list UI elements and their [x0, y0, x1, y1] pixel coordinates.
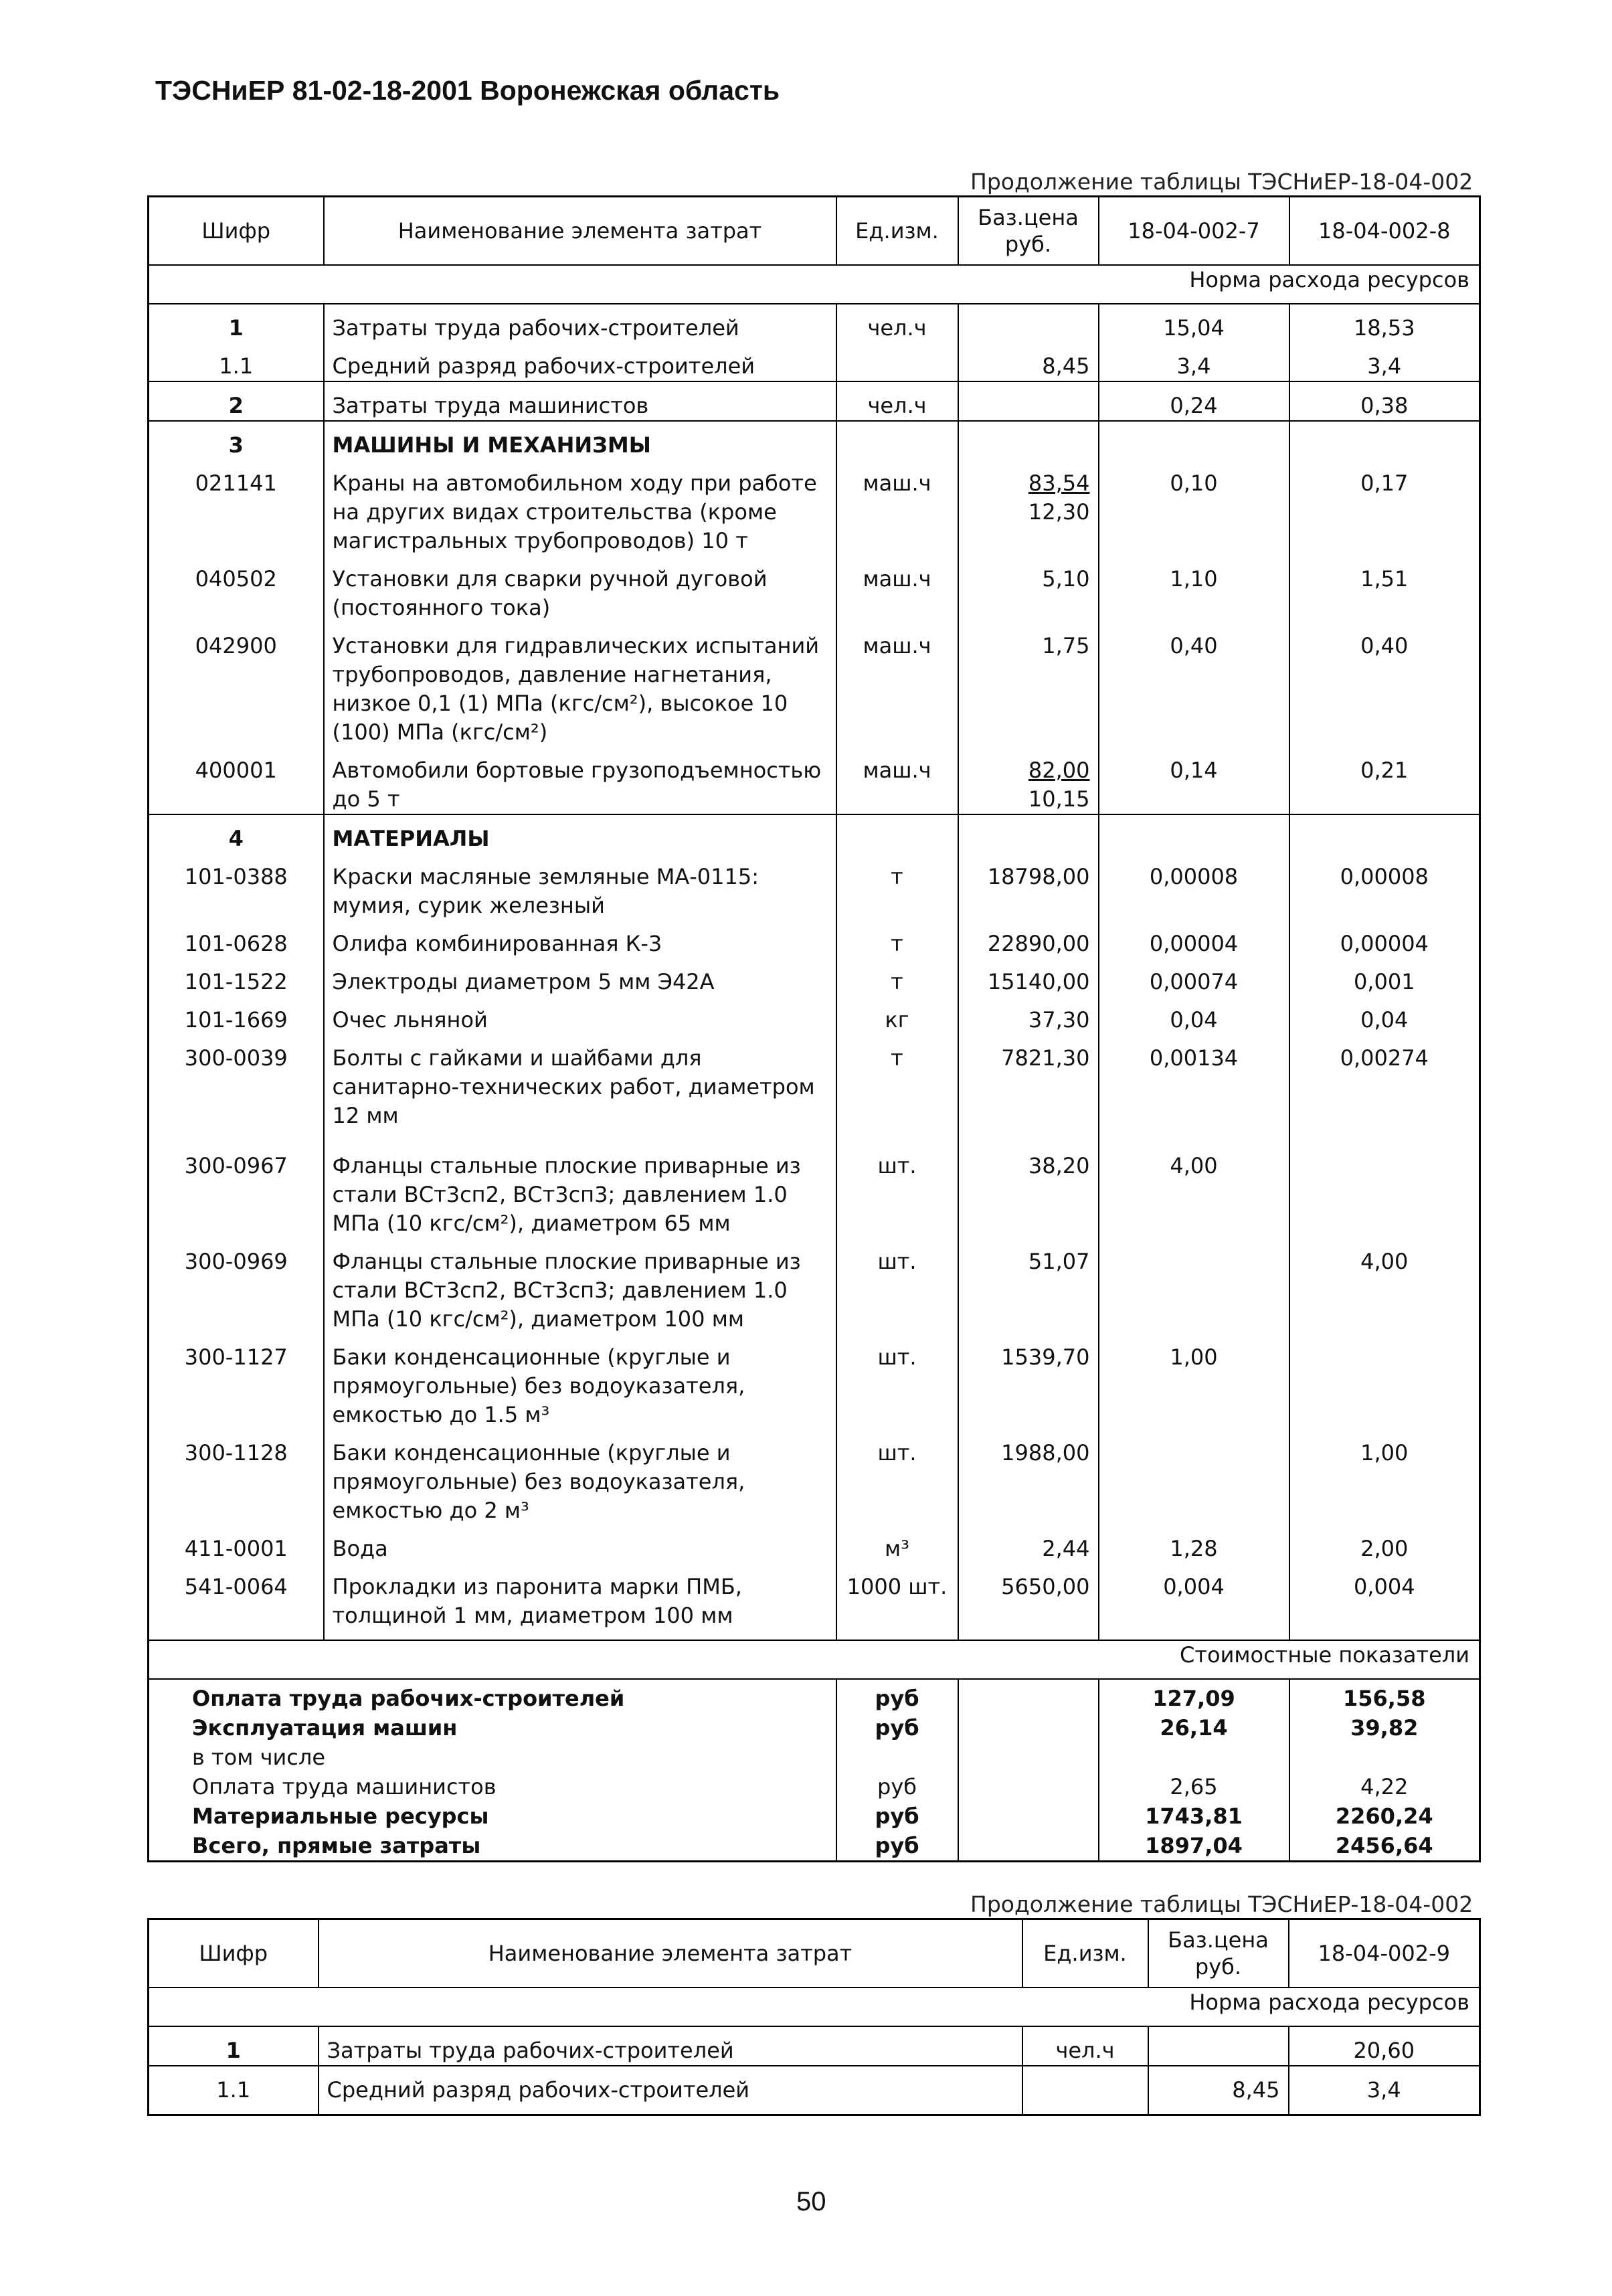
row-norm-value: 0,24 [1099, 381, 1289, 421]
row-norm-value: 0,001 [1353, 968, 1415, 994]
row-name: Вода [324, 1525, 836, 1563]
row-name: Болты с гайками и шайбами для санитарно-технических работ, диаметром 12 мм [324, 1035, 836, 1130]
row-name: Олифа комбинированная К-3 [324, 920, 836, 958]
row-norm-value: 0,00004 [1340, 930, 1429, 956]
row-unit: т [836, 853, 958, 920]
table-row [149, 2026, 1480, 2066]
row-price [958, 381, 1099, 421]
row-price [958, 421, 1099, 460]
row-norm-value [1099, 814, 1289, 853]
row-code: 101-1669 [149, 996, 324, 1035]
cost-label: Материальные ресурсы [149, 1801, 836, 1831]
cost-unit: руб [836, 1713, 958, 1743]
row-unit: шт. [836, 1238, 958, 1334]
row-unit: чел.ч [836, 304, 958, 343]
row-norm-value [1289, 421, 1480, 460]
row-norm-value: 0,40 [1360, 632, 1409, 658]
row-norm-value: 1,51 [1360, 565, 1409, 592]
row-code: 101-0628 [149, 920, 324, 958]
page-title: ТЭСНиЕР 81-02-18-2001 Воронежская область [155, 75, 780, 106]
row-price: 38,20 [958, 1130, 1099, 1238]
row-price [958, 304, 1099, 343]
row-price: 18798,00 [958, 853, 1099, 920]
row-code: 300-0039 [149, 1035, 324, 1130]
row-name: Прокладки из паронита марки ПМБ, толщиной 1 мм, диаметром 100 мм [324, 1563, 836, 1640]
row-price: 7821,30 [958, 1035, 1099, 1130]
row-name: МАШИНЫ И МЕХАНИЗМЫ [324, 421, 836, 460]
row-norm-value: 4,00 [1360, 1248, 1409, 1274]
cost-row [149, 1713, 1480, 1743]
table-row [149, 920, 1480, 958]
row-norm-value: 0,00008 [1340, 863, 1429, 889]
row-code: 040502 [149, 555, 324, 622]
row-norm-value: 0,21 [1360, 757, 1409, 783]
cost-empty [958, 1743, 1099, 1772]
row-unit [1022, 2066, 1148, 2115]
table-row [149, 555, 1480, 622]
col-header-price: Баз.цена руб. [1148, 1919, 1289, 1988]
row-norm-value: 0,10 [1099, 460, 1289, 555]
cost-row [149, 1743, 1480, 1772]
row-name: Установки для гидравлических испытаний трубопроводов, давление нагнетания, низкое 0,1 (1) МПа (кгс/см²), высокое 10 (100) МПа (кгс/см²) [324, 622, 836, 747]
row-norm-value: 20,60 [1289, 2026, 1480, 2066]
row-unit: т [836, 958, 958, 996]
row-name: Затраты труда рабочих-строителей [319, 2026, 1022, 2066]
row-name: Фланцы стальные плоские приварные из стали ВСт3сп2, ВСт3сп3; давлением 1.0 МПа (10 кгс/см²), диаметром 100 мм [324, 1238, 836, 1334]
row-unit: шт. [836, 1334, 958, 1429]
row-name: Средний разряд рабочих-строителей [319, 2066, 1022, 2115]
row-norm-value: 0,17 [1360, 470, 1409, 496]
table-row [149, 460, 1480, 555]
cost-empty [958, 1831, 1099, 1862]
row-name: Краски масляные земляные МА-0115: мумия, сурик железный [324, 853, 836, 920]
cost-unit [836, 1743, 958, 1772]
row-price [958, 747, 1099, 814]
row-code: 2 [149, 381, 324, 421]
row-code: 1.1 [149, 2066, 319, 2115]
col-header-name: Наименование элемента затрат [319, 1919, 1022, 1988]
norm-label: Норма расхода ресурсов [149, 265, 1480, 304]
cost-row [149, 1831, 1480, 1862]
row-unit: маш.ч [836, 747, 958, 814]
row-unit: м³ [836, 1525, 958, 1563]
row-code: 4 [149, 814, 324, 853]
cost-label: Эксплуатация машин [149, 1713, 836, 1743]
cost-label: Всего, прямые затраты [149, 1831, 836, 1862]
table-row [149, 996, 1480, 1035]
table-row [149, 747, 1480, 814]
table-row [149, 381, 1480, 421]
row-norm-value: 0,04 [1360, 1006, 1409, 1033]
row-norm-value [1289, 1334, 1480, 1429]
cost-label: в том числе [149, 1743, 836, 1772]
row-price: 5650,00 [958, 1563, 1099, 1640]
row-norm-value: 0,004 [1353, 1573, 1415, 1599]
row-price [958, 814, 1099, 853]
row-price: 1539,70 [958, 1334, 1099, 1429]
table-row [149, 1035, 1480, 1130]
col-header-norm-9: 18-04-002-9 [1289, 1919, 1480, 1988]
row-price: 2,44 [958, 1525, 1099, 1563]
row-price: 8,45 [1148, 2066, 1289, 2115]
row-norm-value [1289, 814, 1480, 853]
price-main: 83,54 [1028, 470, 1090, 496]
table-row [149, 1563, 1480, 1640]
col-header-code: Шифр [149, 1919, 319, 1988]
row-code: 300-0969 [149, 1238, 324, 1334]
cost-empty [958, 1801, 1099, 1831]
row-norm-value: 0,38 [1289, 381, 1480, 421]
row-code: 1 [149, 304, 324, 343]
col-header-price: Баз.цена руб. [958, 197, 1099, 265]
cost-value: 4,22 [1360, 1773, 1409, 1799]
table-row [149, 1525, 1480, 1563]
cost-value: 26,14 [1099, 1713, 1289, 1743]
page-number: 50 [796, 2187, 826, 2216]
row-name: Установки для сварки ручной дуговой (постоянного тока) [324, 555, 836, 622]
row-norm-value: 0,00004 [1099, 920, 1289, 958]
price-main: 82,00 [1028, 757, 1090, 783]
table-row [149, 304, 1480, 343]
cost-value: 39,82 [1350, 1714, 1419, 1741]
row-name: Автомобили бортовые грузоподъемностью до 5 т [324, 747, 836, 814]
row-code: 541-0064 [149, 1563, 324, 1640]
col-header-unit: Ед.изм. [836, 197, 958, 265]
resource-table-2 [147, 1918, 1481, 2116]
table-row [149, 2066, 1480, 2115]
table-row [149, 343, 1480, 381]
row-code: 101-1522 [149, 958, 324, 996]
row-name: Фланцы стальные плоские приварные из стали ВСт3сп2, ВСт3сп3; давлением 1.0 МПа (10 кгс/см²), диаметром 65 мм [324, 1130, 836, 1238]
cost-empty [958, 1713, 1099, 1743]
row-unit [836, 343, 958, 381]
row-unit: маш.ч [836, 622, 958, 747]
row-price: 51,07 [958, 1238, 1099, 1334]
row-unit [836, 421, 958, 460]
row-code: 042900 [149, 622, 324, 747]
cost-value: 2,65 [1099, 1772, 1289, 1801]
row-price: 8,45 [958, 343, 1099, 381]
table-row [149, 622, 1480, 747]
row-price: 5,10 [958, 555, 1099, 622]
row-norm-value: 0,00008 [1099, 853, 1289, 920]
col-header-norm-7: 18-04-002-7 [1099, 197, 1289, 265]
cost-empty [958, 1772, 1099, 1801]
row-code: 3 [149, 421, 324, 460]
table2-caption: Продолжение таблицы ТЭСНиЕР-18-04-002 [970, 1891, 1473, 1917]
row-code: 411-0001 [149, 1525, 324, 1563]
row-unit: шт. [836, 1429, 958, 1525]
row-price: 1,75 [958, 622, 1099, 747]
row-code: 300-1128 [149, 1429, 324, 1525]
row-norm-value: 0,00074 [1099, 958, 1289, 996]
row-norm-value: 3,4 [1367, 353, 1402, 379]
row-unit: т [836, 1035, 958, 1130]
table-row [149, 958, 1480, 996]
row-code: 1.1 [149, 343, 324, 381]
cost-label: Оплата труда рабочих-строителей [149, 1679, 836, 1713]
row-name: Очес льняной [324, 996, 836, 1035]
row-name: МАТЕРИАЛЫ [324, 814, 836, 853]
row-norm-value: 1,28 [1099, 1525, 1289, 1563]
row-norm-value: 4,00 [1099, 1130, 1289, 1238]
row-unit: шт. [836, 1130, 958, 1238]
row-price: 15140,00 [958, 958, 1099, 996]
row-name: Баки конденсационные (круглые и прямоугольные) без водоуказателя, емкостью до 2 м³ [324, 1429, 836, 1525]
row-unit: чел.ч [1022, 2026, 1148, 2066]
cost-row [149, 1772, 1480, 1801]
row-norm-value: 18,53 [1353, 315, 1415, 341]
row-norm-value [1099, 1238, 1289, 1334]
row-norm-value: 0,40 [1099, 622, 1289, 747]
table-row [149, 853, 1480, 920]
cost-unit: руб [836, 1801, 958, 1831]
cost-unit: руб [836, 1831, 958, 1862]
row-norm-value: 1,10 [1099, 555, 1289, 622]
table-row [149, 1130, 1480, 1238]
col-header-code: Шифр [149, 197, 324, 265]
row-norm-value: 0,04 [1099, 996, 1289, 1035]
col-header-unit: Ед.изм. [1022, 1919, 1148, 1988]
row-name: Баки конденсационные (круглые и прямоугольные) без водоуказателя, емкостью до 1.5 м³ [324, 1334, 836, 1429]
row-unit [836, 814, 958, 853]
row-name: Электроды диаметром 5 мм Э42А [324, 958, 836, 996]
row-code: 1 [149, 2026, 319, 2066]
row-price: 22890,00 [958, 920, 1099, 958]
cost-value [1099, 1743, 1289, 1772]
row-norm-value [1099, 421, 1289, 460]
row-code: 021141 [149, 460, 324, 555]
row-unit: т [836, 920, 958, 958]
row-price [1148, 2026, 1289, 2066]
row-norm-value: 3,4 [1099, 343, 1289, 381]
row-norm-value: 1,00 [1099, 1334, 1289, 1429]
cost-value: 156,58 [1343, 1685, 1426, 1711]
cost-unit: руб [836, 1772, 958, 1801]
cost-label: Стоимостные показатели [149, 1640, 1480, 1679]
row-name: Затраты труда машинистов [324, 381, 836, 421]
price-machinist-wage: 12,30 [1028, 499, 1090, 525]
row-name: Средний разряд рабочих-строителей [324, 343, 836, 381]
cost-row [149, 1679, 1480, 1713]
row-unit: маш.ч [836, 555, 958, 622]
table-row [149, 1429, 1480, 1525]
norm-label: Норма расхода ресурсов [149, 1988, 1480, 2026]
row-code: 101-0388 [149, 853, 324, 920]
row-unit: маш.ч [836, 460, 958, 555]
cost-empty [958, 1679, 1099, 1713]
row-unit: кг [836, 996, 958, 1035]
row-norm-value: 0,14 [1099, 747, 1289, 814]
row-name: Затраты труда рабочих-строителей [324, 304, 836, 343]
table-row [149, 1334, 1480, 1429]
row-price: 1988,00 [958, 1429, 1099, 1525]
table-row [149, 814, 1480, 853]
row-norm-value: 0,00274 [1340, 1045, 1429, 1071]
row-norm-value [1289, 1130, 1480, 1238]
cost-value: 2456,64 [1335, 1832, 1433, 1858]
table1-caption: Продолжение таблицы ТЭСНиЕР-18-04-002 [970, 169, 1473, 195]
row-code: 300-0967 [149, 1130, 324, 1238]
cost-label: Оплата труда машинистов [149, 1772, 836, 1801]
price-machinist-wage: 10,15 [1028, 786, 1090, 812]
col-header-norm-8: 18-04-002-8 [1289, 197, 1480, 265]
cost-value: 2260,24 [1335, 1803, 1433, 1829]
cost-value: 1743,81 [1099, 1801, 1289, 1831]
row-code: 400001 [149, 747, 324, 814]
table-row [149, 1238, 1480, 1334]
row-price: 37,30 [958, 996, 1099, 1035]
row-norm-value: 2,00 [1360, 1535, 1409, 1561]
cost-value: 127,09 [1099, 1679, 1289, 1713]
cost-unit: руб [836, 1679, 958, 1713]
resource-table-1 [147, 195, 1481, 1862]
row-norm-value: 3,4 [1289, 2066, 1480, 2115]
row-norm-value: 1,00 [1360, 1439, 1409, 1466]
cost-row [149, 1801, 1480, 1831]
cost-value: 1897,04 [1099, 1831, 1289, 1862]
cost-value [1289, 1743, 1480, 1772]
col-header-name: Наименование элемента затрат [324, 197, 836, 265]
row-unit: 1000 шт. [836, 1563, 958, 1640]
row-unit: чел.ч [836, 381, 958, 421]
row-code: 300-1127 [149, 1334, 324, 1429]
row-norm-value: 0,00134 [1099, 1035, 1289, 1130]
row-norm-value: 15,04 [1099, 304, 1289, 343]
row-norm-value: 0,004 [1099, 1563, 1289, 1640]
row-name: Краны на автомобильном ходу при работе на других видах строительства (кроме магистральных трубопроводов) 10 т [324, 460, 836, 555]
row-price [958, 460, 1099, 555]
row-norm-value [1099, 1429, 1289, 1525]
table-row [149, 421, 1480, 460]
